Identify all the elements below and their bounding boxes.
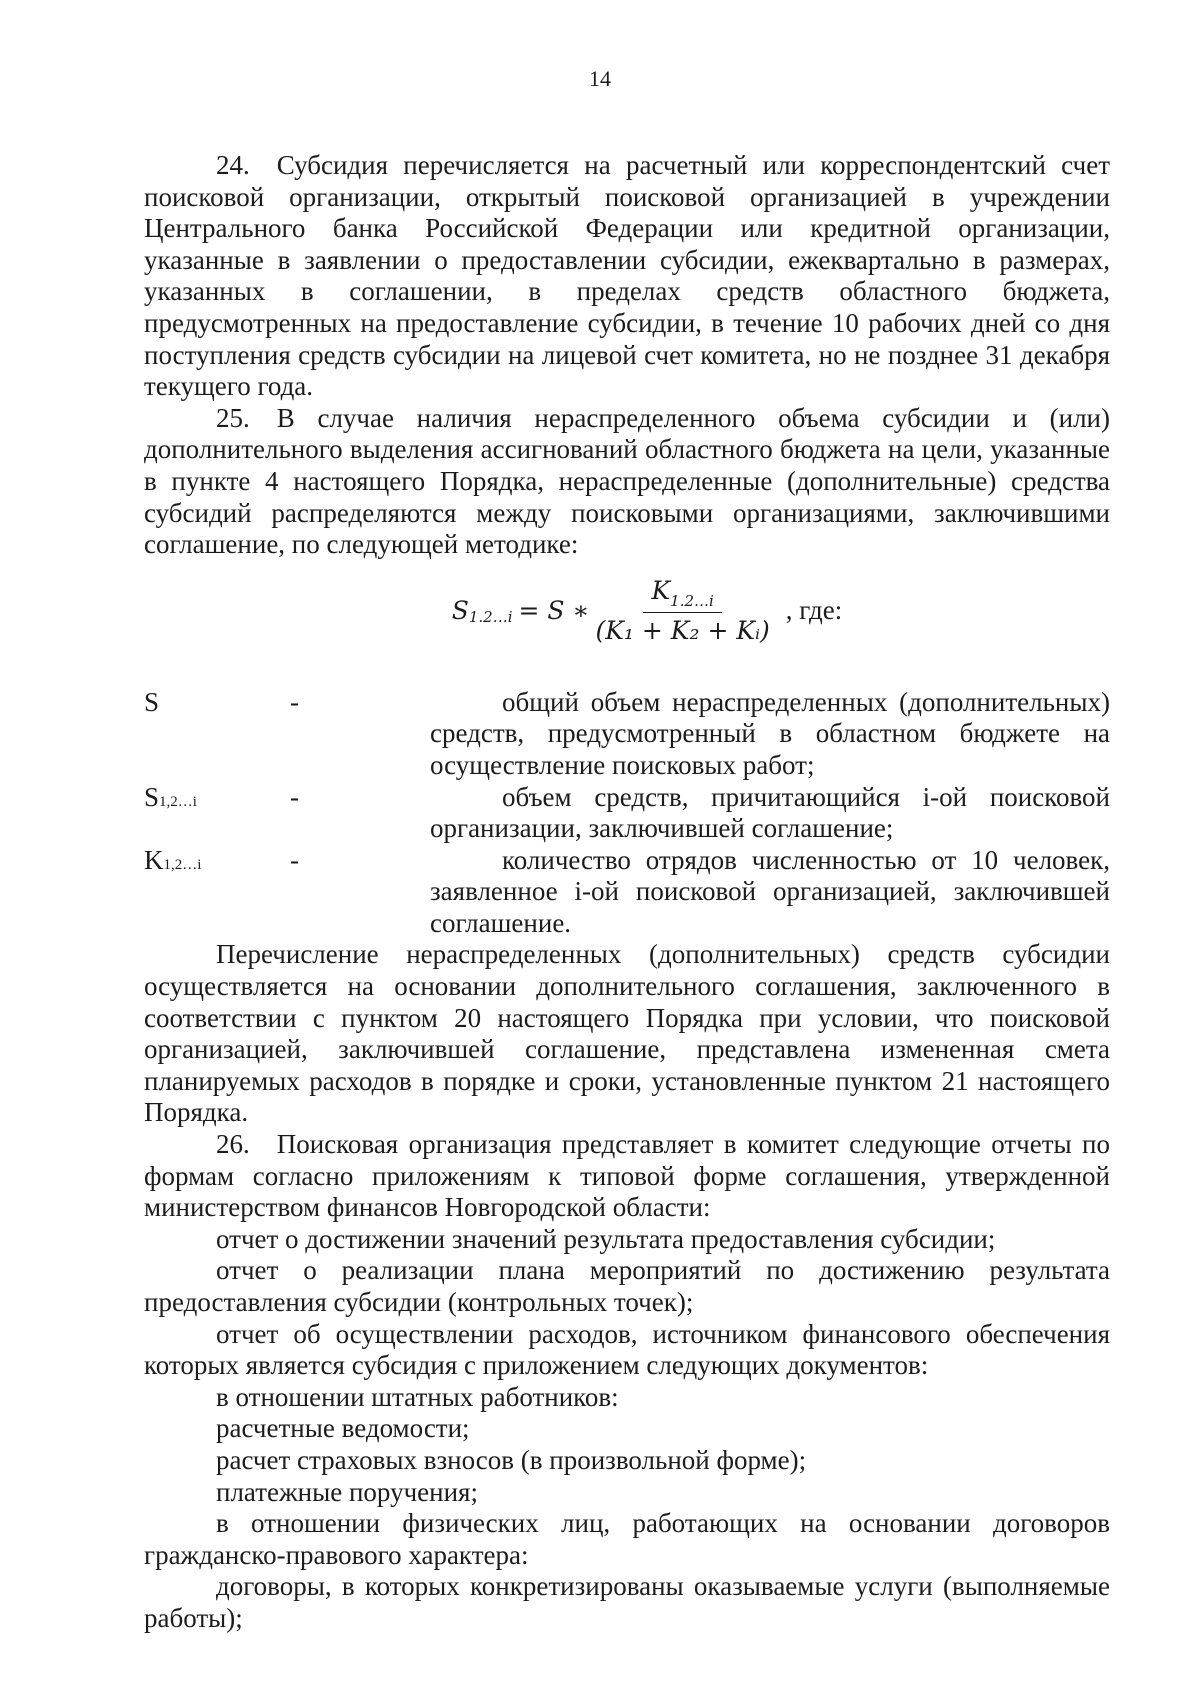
list-item: в отношении штатных работников: [216,1381,619,1412]
formula-denominator: (K₁ + K₂ + Kᵢ) [595,616,770,646]
list-item: отчет о достижении значений результата предоставления субсидии; [216,1223,996,1254]
list-item: в отношении физических лиц, работающих на основании договоров гражданско-правового характера: [144,1508,1110,1570]
paragraph-26: 26. Поисковая организация представляет в комитет следующие отчеты по формам согласно приложениям к типовой форме соглашения, утвержденной министерством финансов Новгородской области: [144,1129,1110,1223]
list-item: расчетные ведомости; [216,1413,470,1444]
formula-lhs: S [451,595,469,625]
distribution-formula [184,563,1110,659]
list-item: расчет страховых взносов (в произвольной форме); [216,1444,807,1475]
definition-row: S - общий объем нераспределенных (дополнительных) средств, предусмотренный в областном бюджете на осуществление поисковых работ; [144,686,1110,780]
paragraph-transfer: Перечисление нераспределенных (дополнительных) средств субсидии осуществляется на основании дополнительного соглашения, заключенного в соответствии с пунктом 20 настоящего Порядка при условии, что поисковой организацией, заключившей соглашение, представлена измененная смета планируемых расходов в порядке и сроки, установленные пунктом 21 настоящего Порядка. [144,939,1110,1128]
list-item: отчет о реализации плана мероприятий по достижению результата предоставления субсидии (контрольных точек); [144,1255,1110,1317]
formula-equals: = S ∗ [518,595,590,625]
paragraph-24: 24. Субсидия перечисляется на расчетный или корреспондентский счет поисковой организации, открытый поисковой организацией в учреждении Центрального банка Российской Федерации или кредитной организации, указанные в заявлении о предоставлении субсидии, ежеквартально в размерах, указанных в соглашении, в пределах средств областного бюджета, предусмотренных на предоставление субсидии, в течение 10 рабочих дней со дня поступления средств субсидии на лицевой счет комитета, но не позднее 31 декабря текущего года. [144,150,1110,402]
definition-row: K1,2…i - количество отрядов численностью от 10 человек, заявленное i-ой поисковой организацией, заключившей соглашение. [144,844,1110,938]
definition-text: количество отрядов численностью от 10 человек, заявленное i-ой поисковой организацией, заключившей соглашение. [430,844,1110,938]
definition-text: общий объем нераспределенных (дополнительных) средств, предусмотренный в областном бюджете на осуществление поисковых работ; [430,686,1110,780]
definition-row: S1,2…i - объем средств, причитающийся i-ой поисковой организации, заключившей соглашение; [144,781,1110,844]
paragraph-25: 25. В случае наличия нераспределенного объема субсидии и (или) дополнительного выделения ассигнований областного бюджета на цели, указанные в пункте 4 настоящего Порядка, нераспределенные (дополнительные) средства субсидий распределяются между поисковыми организациями, заключившими соглашение, по следующей методике: [144,402,1110,560]
list-item: отчет об осуществлении расходов, источником финансового обеспечения которых является субсидия с приложением следующих документов: [144,1318,1110,1381]
list-item: платежные поручения; [216,1476,478,1507]
definitions-list [144,687,1110,940]
definition-text: объем средств, причитающийся i-ой поисковой организации, заключившей соглашение; [430,781,1110,844]
formula-numerator: $K_{1.2\dots i}$ [643,575,721,614]
page-number: 14 [589,66,611,91]
document-body [144,150,1110,1635]
list-item: договоры, в которых конкретизированы оказываемые услуги (выполняемые работы); [144,1571,1110,1633]
formula-where: , где: [785,594,843,625]
formula-lhs-subscript: 1.2…i [468,607,513,626]
formula-fraction [596,575,770,647]
